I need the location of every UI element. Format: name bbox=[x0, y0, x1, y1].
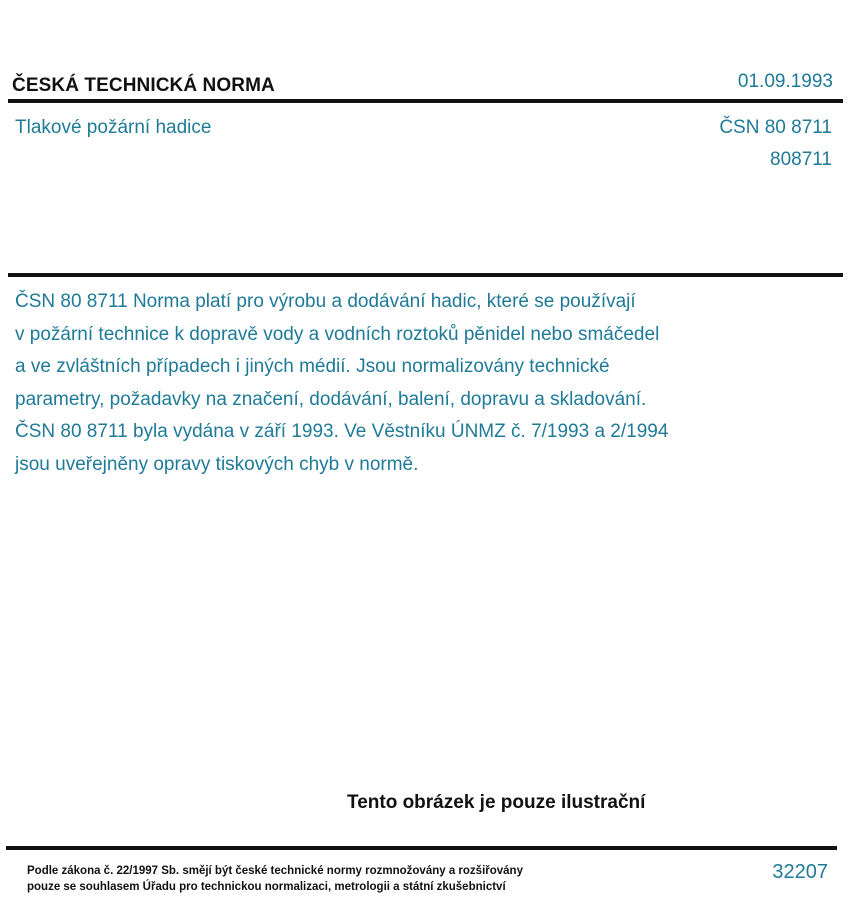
section-rule bbox=[8, 273, 843, 277]
abstract-line: parametry, požadavky na značení, dodávání, balení, dopravu a skladování. bbox=[15, 388, 647, 410]
standard-title: Tlakové požární hadice bbox=[15, 117, 212, 138]
standard-code: ČSN 80 8711 bbox=[719, 117, 832, 138]
abstract-line: a ve zvláštních případech i jiných médií. Jsou normalizovány technické bbox=[15, 356, 610, 377]
illustration-note: Tento obrázek je pouze ilustrační bbox=[347, 792, 646, 813]
legal-line: Podle zákona č. 22/1997 Sb. smějí být české technické normy rozmnožovány a rozšiřovány bbox=[27, 865, 523, 877]
issue-date: 01.09.1993 bbox=[737, 71, 833, 92]
abstract-line: v požární technice k dopravě vody a vodních roztoků pěnidel nebo smáčedel bbox=[15, 323, 660, 345]
abstract-line: ČSN 80 8711 byla vydána v září 1993. Ve Věstníku ÚNMZ č. 7/1993 a 2/1994 bbox=[15, 421, 669, 442]
abstract-line: jsou uveřejněny opravy tiskových chyb v normě. bbox=[15, 453, 419, 475]
abstract-line: ČSN 80 8711 Norma platí pro výrobu a dodávání hadic, které se používají bbox=[15, 291, 636, 312]
header-rule bbox=[8, 99, 843, 103]
legal-line: pouze se souhlasem Úřadu pro technickou normalizaci, metrologii a státní zkušebnictví bbox=[27, 880, 506, 893]
abstract-text bbox=[15, 286, 815, 481]
footer-rule bbox=[6, 846, 837, 850]
class-number: 808711 bbox=[770, 149, 832, 170]
document-heading: ČESKÁ TECHNICKÁ NORMA bbox=[12, 75, 275, 96]
legal-notice bbox=[27, 864, 523, 895]
page-number: 32207 bbox=[772, 861, 828, 883]
